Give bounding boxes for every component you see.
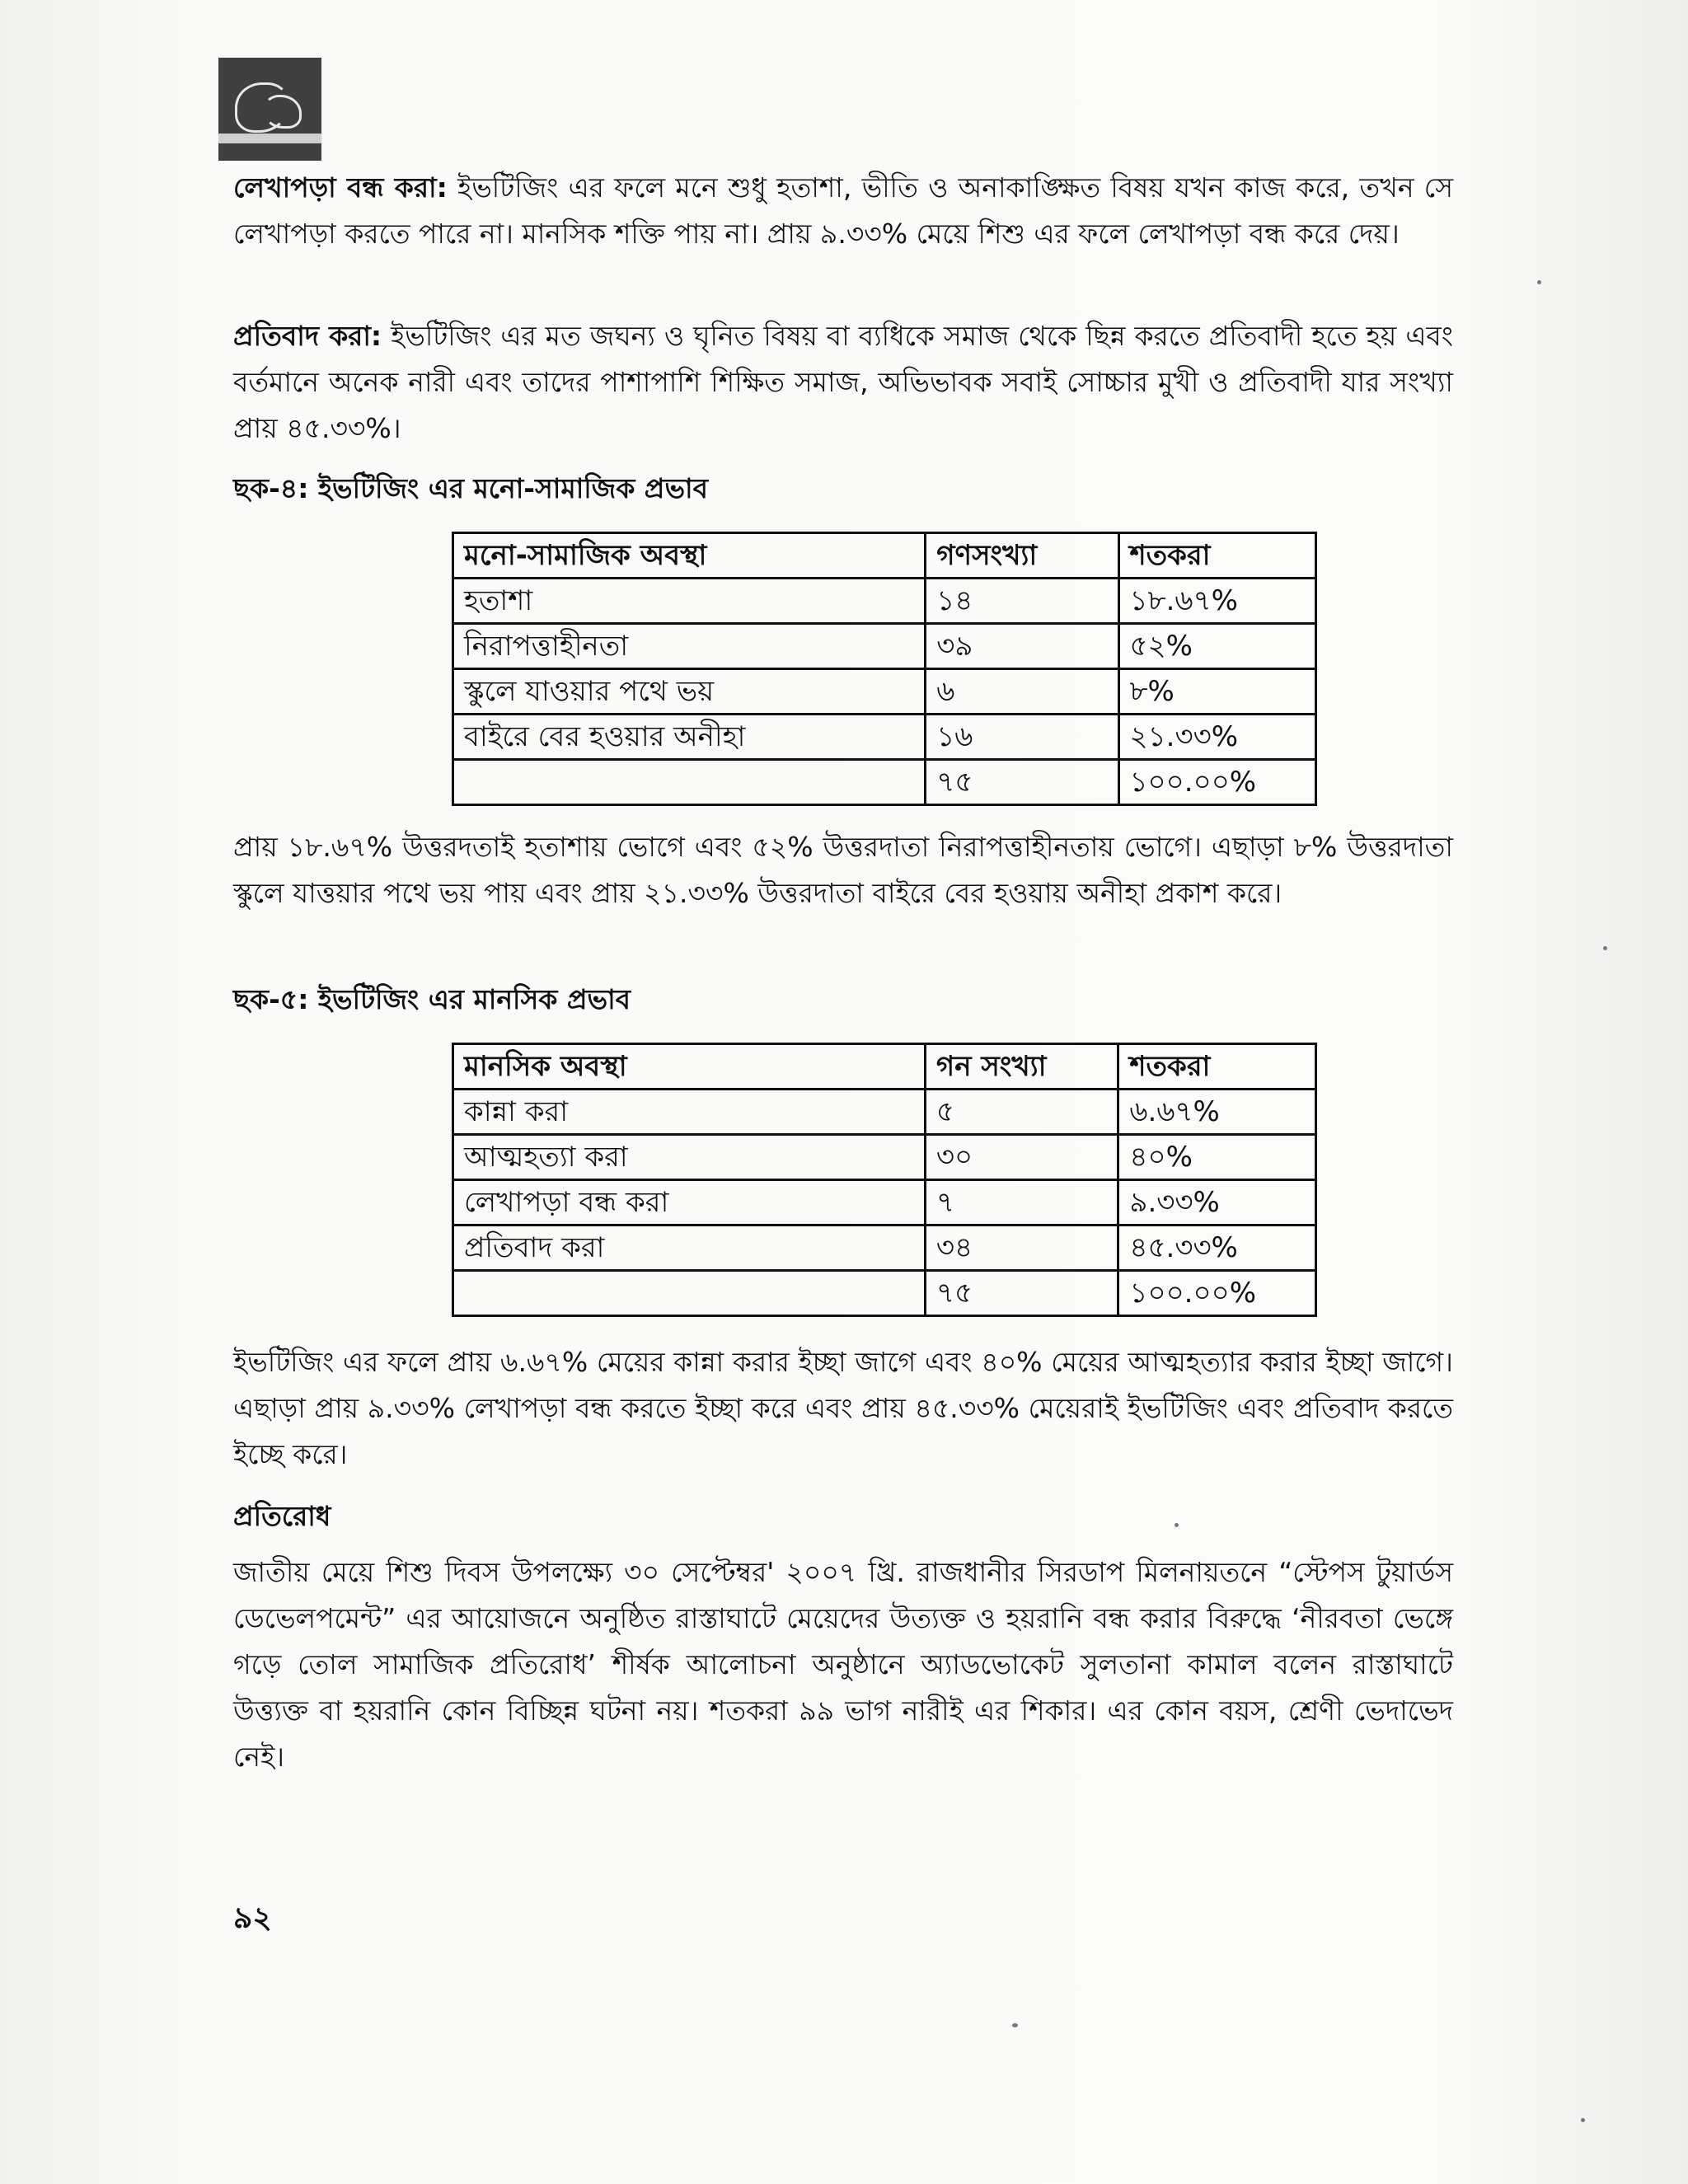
table-cell: ৯.৩৩% [1118,1180,1316,1226]
page-number: ৯২ [233,1901,272,1935]
table-cell: ৩৯ [926,624,1118,669]
table-row [453,1135,1316,1180]
table4-psychosocial [452,532,1317,806]
table5-mental [452,1043,1317,1317]
table-cell: কান্না করা [453,1090,926,1135]
header-cell: শতকরা [1118,533,1316,579]
header-cell: শতকরা [1118,1044,1316,1090]
table4-caption: ছক-৪: ইভটিজিং এর মনো-সামাজিক প্রভাব [233,472,708,504]
paragraph-text: ইভটিজিং এর ফলে মনে শুধু হতাশা, ভীতি ও অনাকাঙ্ক্ষিত বিষয় যখন কাজ করে, তখন সে লেখাপড়া করতে পারে না। মানসিক শক্তি পায় না। প্রায় ৯.৩৩% মেয়ে শিশু এর ফলে লেখাপড়া বন্ধ করে দেয়। [233,171,1453,250]
table-cell: প্রতিবাদ করা [453,1226,926,1271]
table-cell: ৭৫ [925,1271,1118,1316]
scan-speck [1012,2023,1018,2027]
table-row [453,579,1316,624]
table-cell: নিরাপত্তাহীনতা [453,624,926,669]
table-header-row [453,1044,1316,1090]
paragraph-lead: প্রতিবাদ করা: [233,320,382,352]
paragraph-lead: লেখাপড়া বন্ধ করা: [233,171,448,204]
logo-mark-second [264,95,302,129]
table-row [453,624,1316,669]
scan-speck [1175,1523,1179,1527]
publication-logo [218,58,321,161]
paragraph-protest [233,313,1453,452]
table-total-row [453,760,1316,805]
table-cell: ৫২% [1118,624,1316,669]
paragraph-resistance: জাতীয় মেয়ে শিশু দিবস উপলক্ষ্যে ৩০ সেপ্টেম্বর' ২০০৭ খ্রি. রাজধানীর সিরডাপ মিলনায়তনে “স্টেপস টুয়ার্ডস ডেভেলপমেন্ট” এর আয়োজনে অনুষ্ঠিত রাস্তাঘাটে মেয়েদের উত্যক্ত ও হয়রানি বন্ধ করার বিরুদ্ধে ‘নীরবতা ভেঙ্গে গড়ে তোল সামাজিক প্রতিরোধ’ শীর্ষক আলোচনা অনুষ্ঠানে অ্যাডভোকেট সুলতানা কামাল বলেন রাস্তাঘাটে উত্ত্যক্ত বা হয়রানি কোন বিচ্ছিন্ন ঘটনা নয়। শতকরা ৯৯ ভাগ নারীই এর শিকার। এর কোন বয়স, শ্রেণী ভেদাভেদ নেই। [233,1556,1453,1773]
header-cell: গন সংখ্যা [925,1044,1118,1090]
table5-caption: ছক-৫: ইভটিজিং এর মানসিক প্রভাব [233,983,631,1015]
table-cell: ৫ [925,1090,1118,1135]
table-row [453,715,1316,760]
header-cell: মনো-সামাজিক অবস্থা [453,533,926,579]
scan-speck [1581,2118,1585,2122]
table-cell: লেখাপড়া বন্ধ করা [453,1180,926,1226]
table-cell: ৮% [1118,669,1316,715]
table-cell: ৪০% [1118,1135,1316,1180]
scan-speck [1603,946,1607,950]
table-cell: বাইরে বের হওয়ার অনীহা [453,715,926,760]
table-cell: ৩৪ [925,1226,1118,1271]
section-heading-resistance: প্রতিরোধ [233,1500,331,1532]
table-cell: ৭৫ [926,760,1118,805]
table-cell: ৪৫.৩৩% [1118,1226,1316,1271]
table-cell: ৬.৬৭% [1118,1090,1316,1135]
paragraph-text: ইভটিজিং এর মত জঘন্য ও ঘৃনিত বিষয় বা ব্যধিকে সমাজ থেকে ছিন্ন করতে প্রতিবাদী হতে হয় এবং বর্তমানে অনেক নারী এবং তাদের পাশাপাশি শিক্ষিত সমাজ, অভিভাবক সবাই সোচ্চার মুখী ও প্রতিবাদী যার সংখ্যা প্রায় ৪৫.৩৩%। [233,320,1453,444]
table-cell: স্কুলে যাওয়ার পথে ভয় [453,669,926,715]
table-total-row [453,1271,1316,1316]
scan-speck [1537,280,1541,284]
header-cell: গণসংখ্যা [926,533,1118,579]
table-row [453,1226,1316,1271]
table-cell: ১৪ [926,579,1118,624]
table-cell: ২১.৩৩% [1118,715,1316,760]
header-cell: মানসিক অবস্থা [453,1044,926,1090]
paragraph-study-stop [233,165,1453,257]
table-cell [453,1271,926,1316]
table-cell: ১৬ [926,715,1118,760]
table-cell: ১০০.০০% [1118,1271,1316,1316]
table-cell [453,760,926,805]
paragraph-table5-summary: ইভটিজিং এর ফলে প্রায় ৬.৬৭% মেয়ের কান্না করার ইচ্ছা জাগে এবং ৪০% মেয়ের আত্মহত্যার করার ইচ্ছা জাগে। এছাড়া প্রায় ৯.৩৩% লেখাপড়া বন্ধ করতে ইচ্ছা করে এবং প্রায় ৪৫.৩৩% মেয়েরাই ইভটিজিং এবং প্রতিবাদ করতে ইচ্ছে করে। [233,1346,1453,1470]
table-cell: ৩০ [925,1135,1118,1180]
logo-band [218,134,321,143]
table-row [453,1090,1316,1135]
table-cell: ১৮.৬৭% [1118,579,1316,624]
table-row [453,669,1316,715]
paragraph-table4-summary: প্রায় ১৮.৬৭% উত্তরদতাই হতাশায় ভোগে এবং ৫২% উত্তরদাতা নিরাপত্তাহীনতায় ভোগে। এছাড়া ৮% উত্তরদাতা স্কুলে যাত্তয়ার পথে ভয় পায় এবং প্রায় ২১.৩৩% উত্তরদাতা বাইরে বের হওয়ায় অনীহা প্রকাশ করে। [233,831,1453,909]
table-cell: ১০০.০০% [1118,760,1316,805]
table-row [453,1180,1316,1226]
table-cell: হতাশা [453,579,926,624]
table-cell: ৬ [926,669,1118,715]
table-cell: আত্মহত্যা করা [453,1135,926,1180]
table-header-row [453,533,1316,579]
table-cell: ৭ [925,1180,1118,1226]
